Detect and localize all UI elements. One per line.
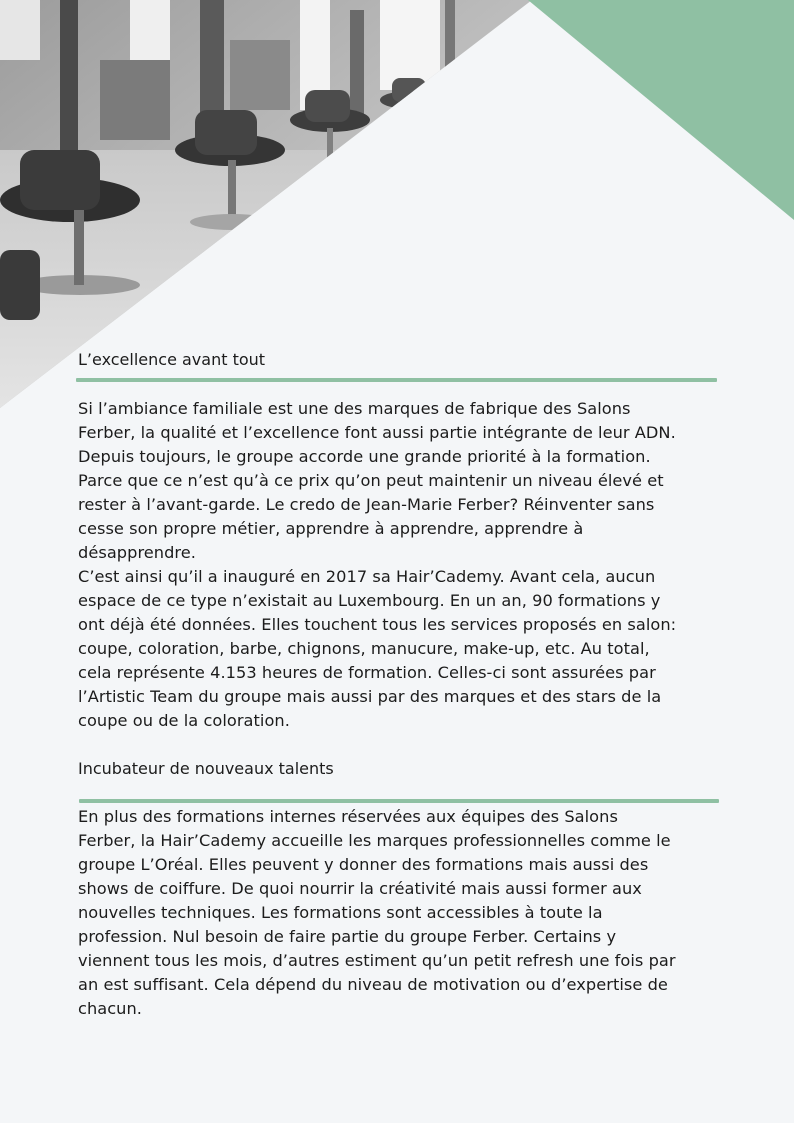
text-line: coupe, coloration, barbe, chignons, manucure, make-up, etc. Au total, — [78, 639, 650, 658]
text-line: coupe ou de la coloration. — [78, 711, 290, 730]
section-heading-incubateur: Incubateur de nouveaux talents — [78, 759, 334, 778]
text-line: Depuis toujours, le groupe accorde une grande priorité à la formation. — [78, 447, 651, 466]
text-line: Ferber, la qualité et l’excellence font aussi partie intégrante de leur ADN. — [78, 423, 676, 442]
text-line: viennent tous les mois, d’autres estiment qu’un petit refresh une fois par — [78, 951, 676, 970]
text-line: ont déjà été données. Elles touchent tous les services proposés en salon: — [78, 615, 677, 634]
text-line: nouvelles techniques. Les formations sont accessibles à toute la — [78, 903, 603, 922]
text-line: groupe L’Oréal. Elles peuvent y donner des formations mais aussi des — [78, 855, 649, 874]
text-line: désapprendre. — [78, 543, 196, 562]
text-line: cela représente 4.153 heures de formation. Celles-ci sont assurées par — [78, 663, 656, 682]
text-line: espace de ce type n’existait au Luxembourg. En un an, 90 formations y — [78, 591, 661, 610]
text-line: an est suffisant. Cela dépend du niveau de motivation ou d’expertise de — [78, 975, 668, 994]
text-line: cesse son propre métier, apprendre à apprendre, apprendre à — [78, 519, 584, 538]
text-line: chacun. — [78, 999, 142, 1018]
text-line: Si l’ambiance familiale est une des marques de fabrique des Salons — [78, 399, 631, 418]
text-line: shows de coiffure. De quoi nourrir la créativité mais aussi former aux — [78, 879, 642, 898]
text-line: profession. Nul besoin de faire partie du groupe Ferber. Certains y — [78, 927, 617, 946]
section-divider — [79, 799, 719, 803]
section-body-incubateur — [78, 805, 728, 1021]
section-divider — [76, 378, 717, 382]
text-line: rester à l’avant-garde. Le credo de Jean-Marie Ferber? Réinventer sans — [78, 495, 655, 514]
text-line: C’est ainsi qu’il a inauguré en 2017 sa Hair’Cademy. Avant cela, aucun — [78, 567, 656, 586]
section-heading-excellence: L’excellence avant tout — [78, 350, 266, 369]
text-line: Ferber, la Hair’Cademy accueille les marques professionnelles comme le — [78, 831, 671, 850]
text-line: l’Artistic Team du groupe mais aussi par des marques et des stars de la — [78, 687, 662, 706]
text-line: En plus des formations internes réservées aux équipes des Salons — [78, 807, 618, 826]
accent-corner-triangle — [528, 0, 794, 220]
section-body-excellence — [78, 397, 728, 733]
text-line: Parce que ce n’est qu’à ce prix qu’on peut maintenir un niveau élevé et — [78, 471, 664, 490]
